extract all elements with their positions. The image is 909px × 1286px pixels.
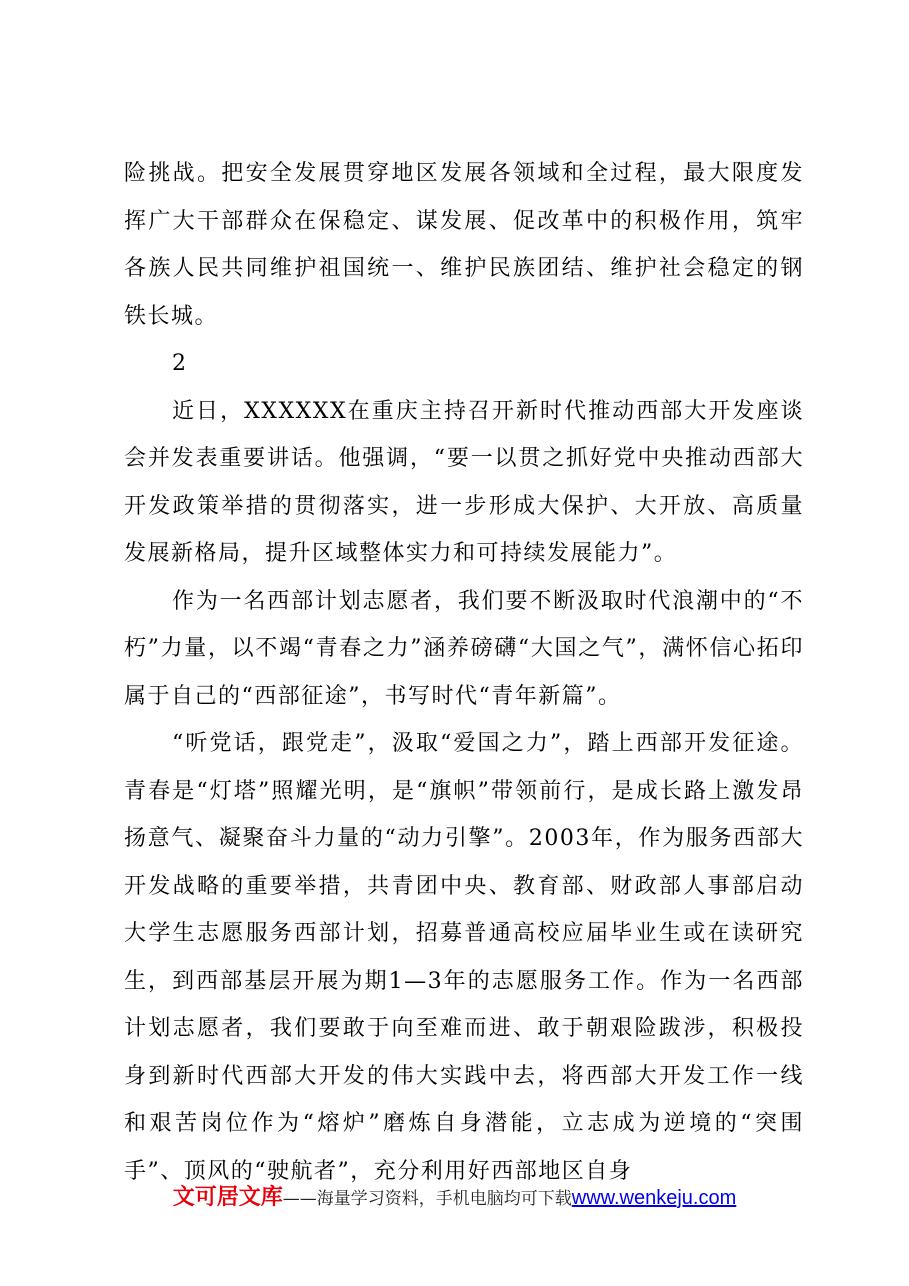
paragraph-news-lead: 近日，XXXXXX在重庆主持召开新时代推动西部大开发座谈会并发表重要讲话。他强调，“要一以贯之抓好党中央推动西部大开发政策举措的贯彻落实，进一步形成大保护、大开放、高质量发展新格局，提升区域整体实力和可持续发展能力”。 — [124, 398, 804, 566]
footer-url-link[interactable]: www.wenkeju.com — [571, 1187, 737, 1209]
paragraph-western-journey: “听党话，跟党走”，汲取“爱国之力”，踏上西部开发征途。青春是“灯塔”照耀光明，是“旗帜”带领前行，是成长路上激发昂扬意气、凝聚奋斗力量的“动力引擎”。2003年，作为服务西部大开发战略的重要举措，共青团中央、教育部、财政部人事部启动大学生志愿服务西部计划，招募普通高校应届毕业生或在读研究生，到西部基层开展为期1—3年的志愿服务工作。作为一名西部计划志愿者，我们要敢于向至难而进、敢于朝艰险跋涉，积极投身到新时代西部大开发的伟大实践中去，将西部大开发工作一线和艰苦岗位作为“熔炉”磨炼自身潜能，立志成为逆境的“突围手”、顶风的“驶航者”，充分利用好西部地区自身 — [124, 731, 804, 1184]
document-body — [124, 150, 804, 1195]
footer-brand: 文可居文库 — [172, 1185, 283, 1210]
footer-slogan: ——海量学习资料，手机电脑均可下载 — [282, 1189, 572, 1209]
paragraph-continuation: 险挑战。把安全发展贯穿地区发展各领域和全过程，最大限度发挥广大干部群众在保稳定、谋发展、促改革中的积极作用，筑牢各族人民共同维护祖国统一、维护民族团结、维护社会稳定的钢铁长城。 — [124, 161, 804, 329]
paragraph-volunteer-intro: 作为一名西部计划志愿者，我们要不断汲取时代浪潮中的“不朽”力量，以不竭“青春之力”涵养磅礴“大国之气”，满怀信心拓印属于自己的“西部征途”，书写时代“青年新篇”。 — [124, 588, 804, 709]
section-number: 2 — [172, 351, 188, 376]
page-footer — [0, 1180, 909, 1211]
